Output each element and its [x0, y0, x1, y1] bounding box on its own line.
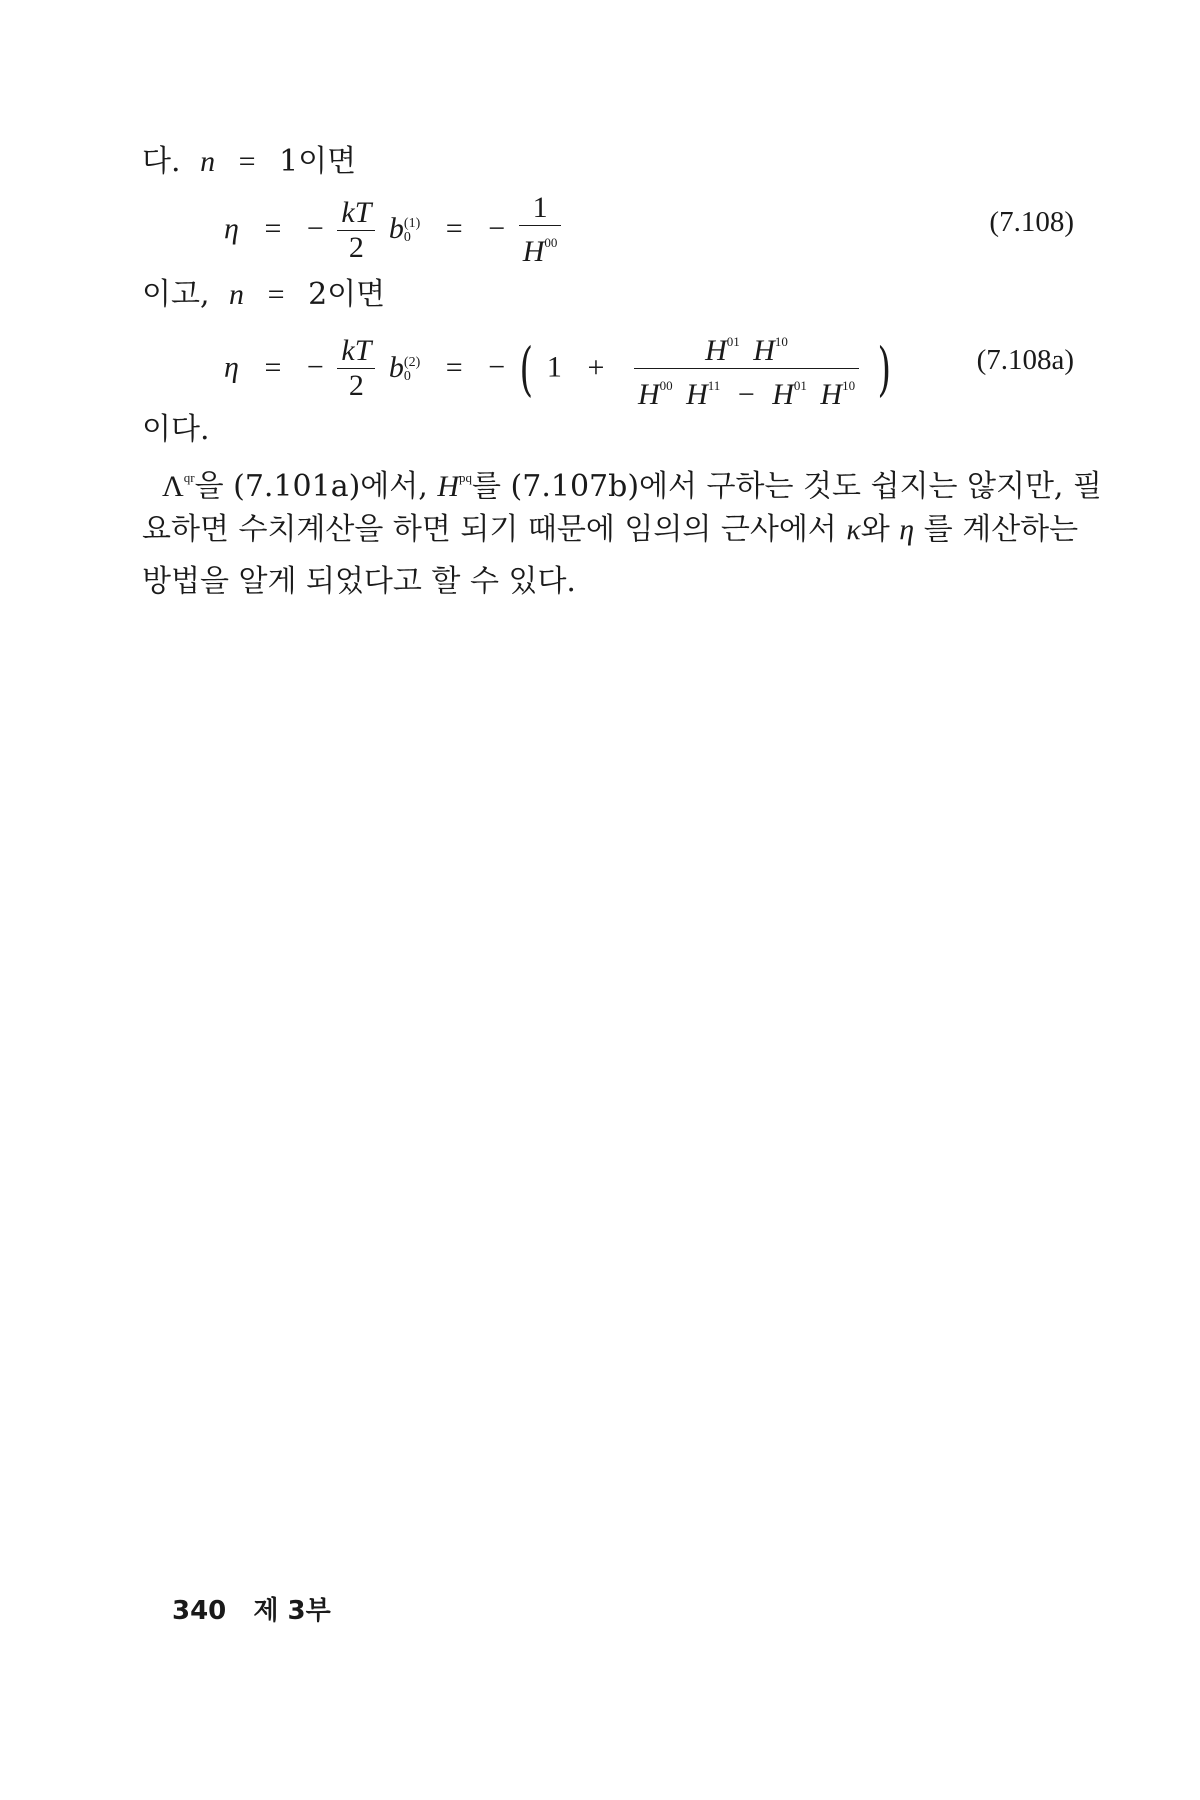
- paragraph-text: 을 (7.101a)에서,: [194, 469, 428, 504]
- line-text: 2이면: [308, 277, 386, 312]
- one: 1: [546, 350, 562, 384]
- lambda: Λ: [162, 470, 184, 503]
- H-superscript: 10: [842, 378, 856, 393]
- variable-n: n: [229, 278, 245, 311]
- part-label: 제 3부: [253, 1596, 331, 1626]
- fraction-denominator: [634, 369, 859, 411]
- equals-sign: =: [264, 212, 282, 245]
- equation-number: (7.108): [989, 206, 1074, 238]
- equation-7-108a: [0, 322, 1200, 414]
- H-symbol: H: [637, 378, 660, 411]
- paragraph-line-1: [162, 458, 1102, 507]
- H-symbol: H: [820, 378, 843, 411]
- equals-sign: =: [238, 145, 256, 178]
- fraction-kT-over-2: [337, 335, 375, 402]
- fraction-numerator: 1: [519, 192, 562, 226]
- b-subscript: 0: [403, 230, 411, 246]
- H-superscript: pq: [459, 470, 473, 485]
- equals-sign: =: [445, 350, 463, 384]
- paragraph-line-3: [142, 562, 1072, 602]
- b-superscript: (1): [403, 216, 421, 232]
- H-symbol: H: [753, 334, 775, 367]
- H-superscript: 00: [544, 235, 558, 250]
- paragraph-text: 요하면 수치계산을 하면 되기 때문에 임의의 근사에서: [142, 512, 837, 547]
- kappa-symbol: κ: [846, 513, 861, 546]
- H-symbol: H: [705, 334, 727, 367]
- fraction-H-ratio: [634, 326, 859, 411]
- eta-symbol: η: [899, 513, 915, 546]
- fraction-numerator: kT: [337, 335, 375, 369]
- line-n-equals-1: [142, 142, 356, 182]
- b-symbol: b: [388, 350, 404, 384]
- page-number: 340: [172, 1596, 227, 1626]
- fraction-denominator: [519, 226, 562, 268]
- minus-sign: −: [737, 378, 755, 411]
- paragraph-text: 를 계산하는: [923, 512, 1079, 547]
- fraction-numerator: kT: [337, 197, 375, 231]
- b-coefficient: [389, 212, 420, 245]
- minus-sign: −: [488, 350, 506, 384]
- fraction-denominator: 2: [348, 230, 364, 264]
- H-symbol: H: [772, 378, 794, 411]
- fraction-denominator: 2: [348, 369, 364, 402]
- lambda-superscript: qr: [183, 470, 195, 485]
- equation-number: (7.108a): [976, 344, 1074, 376]
- fraction-1-over-H00: [519, 192, 562, 268]
- page-footer: [172, 1590, 331, 1627]
- line-text: 이고,: [142, 277, 210, 312]
- H-superscript: 01: [726, 334, 740, 349]
- b-subscript: 0: [403, 368, 411, 384]
- H-symbol: H: [686, 378, 708, 411]
- eta-symbol: η: [224, 350, 239, 384]
- paragraph-text: 방법을 알게 되었다고 할 수 있다.: [142, 564, 576, 599]
- equals-sign: =: [264, 350, 282, 384]
- b-coefficient: [389, 351, 420, 384]
- lambda-symbol: [162, 470, 195, 503]
- plus-sign: +: [587, 350, 605, 384]
- paragraph-text: 를 (7.107b)에서 구하는 것도 쉽지는 않지만, 필: [472, 469, 1102, 504]
- line-text: 이다.: [142, 412, 210, 447]
- right-parenthesis: ): [877, 334, 891, 403]
- minus-sign: −: [306, 350, 324, 384]
- fraction-kT-over-2: [337, 197, 375, 264]
- equals-sign: =: [267, 278, 285, 311]
- line-n-equals-2: [142, 275, 385, 315]
- line-text: 다.: [142, 144, 181, 179]
- variable-n: n: [200, 145, 216, 178]
- H-pq-symbol: [437, 470, 472, 503]
- H-superscript: 10: [774, 334, 788, 349]
- paragraph-text: 와: [860, 512, 890, 547]
- H-symbol: H: [437, 470, 460, 503]
- paragraph-line-2: [142, 510, 1079, 550]
- b-symbol: b: [388, 212, 404, 245]
- minus-sign: −: [488, 212, 506, 245]
- equation-7-108: [0, 190, 1200, 270]
- H-superscript: 01: [793, 378, 807, 393]
- minus-sign: −: [306, 212, 324, 245]
- b-superscript: (2): [403, 354, 421, 370]
- equals-sign: =: [445, 212, 463, 245]
- H-superscript: 11: [707, 378, 721, 393]
- H-symbol: H: [522, 235, 545, 268]
- eta-symbol: η: [224, 212, 239, 245]
- left-parenthesis: (: [519, 334, 533, 403]
- line-text: 1이면: [279, 144, 357, 179]
- line-ida: [142, 410, 210, 450]
- fraction-numerator: [634, 326, 859, 369]
- H-superscript: 00: [659, 378, 673, 393]
